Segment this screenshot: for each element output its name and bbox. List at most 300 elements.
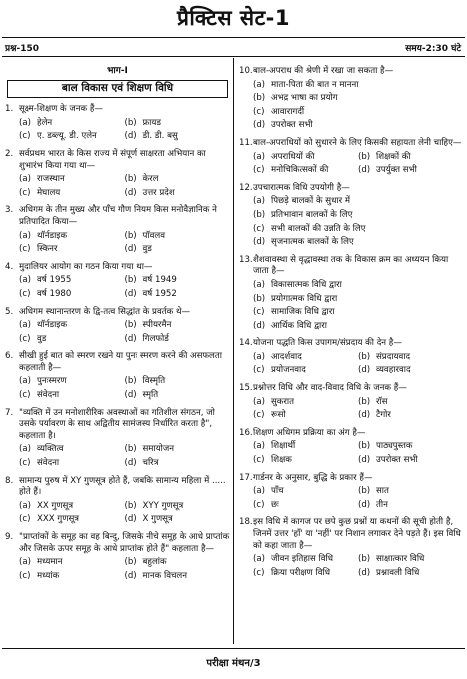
question-number: 5. bbox=[5, 306, 14, 317]
section-part: भाग-I bbox=[107, 66, 128, 76]
answer-option bbox=[125, 501, 231, 513]
page-footer: परीक्षा मंथन/3 bbox=[206, 658, 261, 669]
question-text: सूक्ष्म-शिक्षण के जनक हैं— bbox=[19, 104, 104, 115]
question-block bbox=[5, 408, 230, 470]
option-text: बहुलांक bbox=[142, 557, 167, 568]
question-number: 13. bbox=[239, 254, 253, 265]
question-block bbox=[5, 351, 230, 401]
question bbox=[239, 517, 463, 552]
answer-option bbox=[253, 568, 358, 580]
option-letter: (c) bbox=[19, 390, 31, 401]
question-block bbox=[239, 138, 463, 177]
option-text: पुनःस्मरण bbox=[37, 376, 67, 387]
question-block bbox=[5, 262, 230, 301]
option-text: आवारागर्दी bbox=[271, 106, 305, 117]
options-list bbox=[253, 441, 463, 466]
option-letter: (a) bbox=[253, 554, 265, 565]
option-text: स्मृति bbox=[142, 390, 159, 401]
option-letter: (b) bbox=[358, 554, 371, 565]
answer-option bbox=[358, 486, 463, 498]
question-block bbox=[239, 517, 463, 579]
option-letter: (b) bbox=[358, 351, 371, 362]
question-number: 11. bbox=[239, 137, 253, 148]
question bbox=[239, 383, 463, 395]
question-text: प्रश्नोत्तर विधि और वाद-विवाद विधि के जनक हैं— bbox=[253, 383, 407, 394]
answer-option bbox=[358, 554, 463, 566]
option-letter: (a) bbox=[253, 441, 265, 452]
answer-option bbox=[19, 174, 125, 186]
answer-option bbox=[19, 334, 125, 346]
option-text: मानक विचलन bbox=[142, 570, 188, 581]
option-text: रॉस bbox=[376, 396, 388, 407]
question-number: 1. bbox=[5, 104, 14, 115]
question-block bbox=[5, 307, 230, 346]
answer-option bbox=[19, 231, 125, 243]
option-letter: (d) bbox=[124, 570, 137, 581]
answer-option bbox=[358, 410, 463, 422]
option-text: चरित्र bbox=[142, 458, 159, 469]
option-text: सात bbox=[376, 486, 389, 497]
option-letter: (a) bbox=[19, 275, 31, 286]
option-letter: (c) bbox=[253, 410, 265, 421]
question-text: बाल-अपराधियों को सुधारने के लिए किसकी सहायता लेनी चाहिए— bbox=[253, 137, 462, 148]
question bbox=[239, 338, 463, 350]
answer-option bbox=[19, 514, 125, 526]
answer-option bbox=[19, 376, 125, 388]
option-letter: (d) bbox=[124, 390, 137, 401]
option-letter: (a) bbox=[19, 376, 31, 387]
answer-option bbox=[19, 501, 125, 513]
question bbox=[239, 255, 463, 278]
option-text: टैगोर bbox=[376, 410, 391, 421]
answer-option bbox=[253, 500, 358, 512]
answer-option bbox=[358, 441, 463, 453]
question-block bbox=[5, 476, 230, 526]
option-letter: (a) bbox=[19, 174, 31, 185]
option-letter: (d) bbox=[358, 567, 371, 578]
options-list bbox=[253, 554, 463, 579]
question-number: 10. bbox=[239, 66, 253, 76]
option-letter: (b) bbox=[358, 396, 371, 407]
question-block bbox=[239, 183, 463, 249]
answer-option bbox=[125, 444, 231, 456]
question-number: 3. bbox=[5, 205, 14, 216]
option-text: वुड bbox=[142, 244, 152, 255]
option-text: संप्रदायवाद bbox=[376, 351, 411, 362]
options-list bbox=[253, 280, 463, 332]
option-text: आर्थिक विधि द्वारा bbox=[271, 320, 327, 331]
option-letter: (a) bbox=[253, 279, 265, 290]
question-number: 18. bbox=[239, 517, 253, 528]
option-text: हेलेन bbox=[37, 117, 53, 128]
answer-option bbox=[125, 571, 231, 583]
option-text: प्रतिभावान बालकों के लिए bbox=[271, 209, 353, 220]
answer-option bbox=[19, 289, 125, 301]
option-letter: (b) bbox=[253, 93, 266, 104]
question bbox=[5, 408, 230, 443]
option-text: आदर्शवाद bbox=[271, 351, 302, 362]
option-text: X गुणसूत्र bbox=[142, 514, 173, 525]
option-text: डी. डी. बसु bbox=[142, 131, 178, 142]
question-count: प्रश्न-150 bbox=[5, 44, 40, 54]
options-list bbox=[253, 486, 463, 511]
question-text: सर्वप्रथम भारत के किस राज्य में संपूर्ण साक्षरता अभियान का शुभारंभ किया गया था— bbox=[19, 148, 206, 171]
answer-option bbox=[125, 390, 231, 402]
option-text: प्रश्नावली विधि bbox=[376, 567, 420, 578]
options-list bbox=[19, 320, 230, 345]
question-number: 2. bbox=[5, 148, 14, 159]
answer-option bbox=[125, 376, 231, 388]
option-text: वुड bbox=[37, 333, 47, 344]
answer-option bbox=[253, 165, 358, 177]
option-letter: (b) bbox=[124, 230, 137, 241]
question-number: 4. bbox=[5, 261, 14, 272]
option-text: फ्रायड bbox=[142, 117, 161, 128]
option-letter: (a) bbox=[19, 557, 31, 568]
option-letter: (c) bbox=[19, 570, 31, 581]
question-text: शिक्षण अधिगम प्रक्रिया का अंग है— bbox=[253, 427, 366, 438]
option-letter: (c) bbox=[19, 187, 31, 198]
option-letter: (d) bbox=[358, 365, 371, 376]
options-list bbox=[19, 231, 230, 256]
options-list bbox=[19, 118, 230, 143]
option-text: उपरोक्त सभी bbox=[271, 120, 313, 131]
question-block bbox=[239, 473, 463, 512]
options-list bbox=[253, 352, 463, 377]
option-letter: (a) bbox=[253, 486, 265, 497]
question-number: 12. bbox=[239, 182, 253, 193]
time-limit: समय-2:30 घंटे bbox=[405, 44, 461, 54]
answer-option bbox=[125, 275, 231, 287]
question-number: 14. bbox=[239, 338, 253, 349]
option-letter: (d) bbox=[124, 458, 137, 469]
answer-option bbox=[125, 131, 231, 143]
answer-option bbox=[19, 131, 125, 143]
question bbox=[5, 262, 230, 274]
option-letter: (b) bbox=[124, 174, 137, 185]
question-block bbox=[5, 532, 230, 582]
question bbox=[239, 66, 463, 78]
answer-option bbox=[125, 188, 231, 200]
question-number: 6. bbox=[5, 351, 14, 362]
option-text: विस्मृति bbox=[142, 376, 166, 387]
question-text: शैशवावस्था से वृद्धावस्था तक के विकास क्रम का अध्ययन किया जाता है— bbox=[253, 254, 449, 277]
option-text: सामाजिक विधि द्वारा bbox=[271, 307, 335, 318]
option-letter: (b) bbox=[358, 151, 371, 162]
option-text: व्यवहारवाद bbox=[376, 365, 411, 376]
question-block bbox=[5, 149, 230, 199]
option-letter: (a) bbox=[19, 444, 31, 455]
option-letter: (a) bbox=[253, 79, 265, 90]
answer-option bbox=[125, 244, 231, 256]
option-text: जीवन इतिहास विधि bbox=[271, 554, 334, 565]
option-text: वर्ष 1980 bbox=[37, 288, 72, 299]
question-text: गार्डनर के अनुसार, बुद्धि के प्रकार हैं— bbox=[253, 472, 373, 483]
top-rule bbox=[2, 37, 465, 38]
option-text: समायोजन bbox=[142, 444, 175, 455]
option-text: मेघालय bbox=[37, 187, 61, 198]
question-text: सामान्य पुरुष में XY गुणसूत्र होते हैं, जबकि सामान्य महिला में ..... होते हैं। bbox=[19, 475, 226, 498]
option-letter: (b) bbox=[124, 117, 137, 128]
answer-option bbox=[358, 152, 463, 164]
answer-option bbox=[253, 120, 463, 132]
option-text: उत्तर प्रदेश bbox=[142, 187, 175, 198]
option-letter: (b) bbox=[358, 441, 371, 452]
answer-option bbox=[125, 557, 231, 569]
option-text: उपरोक्त सभी bbox=[376, 455, 418, 466]
question-text: योजना पद्धति किस उपागम/संप्रदाय की देन है— bbox=[253, 338, 402, 349]
options-list bbox=[19, 444, 230, 469]
answer-option bbox=[253, 352, 358, 364]
option-letter: (a) bbox=[19, 320, 31, 331]
answer-option bbox=[358, 352, 463, 364]
option-letter: (a) bbox=[253, 351, 265, 362]
answer-option bbox=[19, 244, 125, 256]
options-list bbox=[19, 501, 230, 526]
answer-option bbox=[358, 455, 463, 467]
option-letter: (d) bbox=[124, 187, 137, 198]
section-heading: बाल विकास एवं शिक्षण विधि bbox=[7, 80, 228, 99]
option-letter: (a) bbox=[253, 196, 265, 207]
question bbox=[5, 307, 230, 319]
question bbox=[5, 476, 230, 499]
option-letter: (a) bbox=[19, 500, 31, 511]
answer-option bbox=[253, 224, 463, 236]
question-text: बाल-अपराध की श्रेणी में रखा जा सकता है— bbox=[253, 66, 394, 76]
question-text: मुदालियर आयोग का गठन किया गया था— bbox=[19, 261, 153, 272]
option-text: गिलफोर्ड bbox=[142, 333, 169, 344]
option-text: रूसो bbox=[271, 410, 286, 421]
question-block bbox=[5, 205, 230, 255]
answer-option bbox=[125, 231, 231, 243]
question-block bbox=[239, 338, 463, 377]
answer-option bbox=[125, 174, 231, 186]
option-letter: (d) bbox=[124, 333, 137, 344]
option-text: शिक्षार्थी bbox=[271, 441, 296, 452]
question bbox=[5, 351, 230, 374]
option-letter: (d) bbox=[253, 320, 266, 331]
option-text: वर्ष 1949 bbox=[142, 275, 177, 286]
option-text: तीन bbox=[376, 499, 388, 510]
options-list bbox=[19, 376, 230, 401]
options-list bbox=[253, 196, 463, 248]
option-letter: (b) bbox=[124, 376, 137, 387]
options-list bbox=[19, 174, 230, 199]
question-number: 8. bbox=[5, 475, 14, 486]
answer-option bbox=[253, 93, 463, 105]
question-text: "प्राप्तांकों के समूह का वह बिन्दु, जिसके नीचे समूह के आधे प्राप्तांक और जिसके ऊपर समूह के आधे प्राप्तांक होते हैं" कहलाता है— bbox=[19, 532, 230, 554]
option-letter: (d) bbox=[124, 288, 137, 299]
question bbox=[5, 149, 230, 172]
answer-option bbox=[19, 320, 125, 332]
option-text: विकासात्मक विधि द्वारा bbox=[271, 279, 342, 290]
question bbox=[5, 205, 230, 228]
option-letter: (b) bbox=[124, 500, 137, 511]
option-text: संवेदना bbox=[37, 390, 60, 401]
bottom-rule bbox=[2, 648, 465, 649]
option-letter: (b) bbox=[253, 209, 266, 220]
answer-option bbox=[358, 500, 463, 512]
option-letter: (d) bbox=[358, 455, 371, 466]
option-letter: (c) bbox=[19, 333, 31, 344]
option-text: वर्ष 1952 bbox=[142, 288, 177, 299]
answer-option bbox=[253, 455, 358, 467]
option-text: केरल bbox=[142, 174, 159, 185]
option-letter: (b) bbox=[124, 320, 137, 331]
option-letter: (b) bbox=[358, 486, 371, 497]
answer-option bbox=[125, 320, 231, 332]
option-text: पाठ्यपुस्तक bbox=[376, 441, 413, 452]
option-letter: (c) bbox=[19, 514, 31, 525]
question-block bbox=[239, 66, 463, 132]
answer-option bbox=[125, 514, 231, 526]
option-text: प्रयोजनवाद bbox=[271, 365, 306, 376]
question bbox=[239, 428, 463, 440]
left-column bbox=[5, 66, 230, 588]
option-text: मध्यमान bbox=[37, 557, 63, 568]
answer-option bbox=[253, 321, 463, 333]
options-list bbox=[253, 80, 463, 132]
option-text: शिक्षकों की bbox=[376, 151, 411, 162]
answer-option bbox=[253, 294, 463, 306]
question-text: सीखी हुई बात को स्मरण रखने या पुनः स्मरण करने की असफलता कहलाती है— bbox=[19, 351, 222, 373]
option-letter: (c) bbox=[19, 288, 31, 299]
answer-option bbox=[253, 210, 463, 222]
question bbox=[239, 183, 463, 195]
answer-option bbox=[253, 280, 463, 292]
option-letter: (c) bbox=[253, 223, 265, 234]
question-number: 15. bbox=[239, 383, 253, 394]
question bbox=[239, 473, 463, 485]
option-text: थॉर्नडाइक bbox=[37, 320, 68, 331]
option-text: व्यक्तित्व bbox=[37, 444, 64, 455]
answer-option bbox=[253, 107, 463, 119]
option-letter: (d) bbox=[124, 131, 137, 142]
question-number: 9. bbox=[5, 532, 14, 542]
option-text: माता-पिता की बात न मानना bbox=[271, 79, 359, 90]
option-letter: (c) bbox=[253, 165, 265, 176]
option-text: राजस्थान bbox=[37, 174, 65, 185]
answer-option bbox=[125, 458, 231, 470]
options-list bbox=[253, 397, 463, 422]
option-text: अभद्र भाषा का प्रयोग bbox=[271, 93, 338, 104]
answer-option bbox=[125, 118, 231, 130]
header-rule bbox=[2, 56, 465, 57]
answer-option bbox=[19, 571, 125, 583]
option-text: छः bbox=[271, 499, 279, 510]
option-text: XX गुणसूत्र bbox=[37, 500, 74, 511]
answer-option bbox=[253, 410, 358, 422]
option-letter: (d) bbox=[358, 499, 371, 510]
option-text: XYY गुणसूत्र bbox=[142, 500, 184, 511]
question-number: 17. bbox=[239, 472, 253, 483]
option-text: स्पीयरमैन bbox=[142, 320, 172, 331]
page-title: प्रैक्टिस सेट-1 bbox=[176, 6, 291, 30]
option-text: स्किनर bbox=[37, 244, 58, 255]
answer-option bbox=[358, 165, 463, 177]
option-text: सृजनात्मक बालकों के लिए bbox=[271, 237, 354, 248]
answer-option bbox=[125, 334, 231, 346]
answer-option bbox=[253, 554, 358, 566]
answer-option bbox=[253, 80, 463, 92]
option-text: उपर्युक्त सभी bbox=[376, 165, 417, 176]
option-letter: (a) bbox=[253, 396, 265, 407]
answer-option bbox=[358, 568, 463, 580]
answer-option bbox=[125, 289, 231, 301]
answer-option bbox=[253, 365, 358, 377]
answer-option bbox=[19, 458, 125, 470]
question-text: अधिगम के तीन मुख्य और पाँच गौण नियम किस मनोवैज्ञानिक ने प्रतिपादित किया— bbox=[19, 205, 217, 227]
option-text: प्रयोगात्मक विधि द्वारा bbox=[271, 293, 338, 304]
option-letter: (b) bbox=[253, 293, 266, 304]
option-letter: (d) bbox=[253, 237, 266, 248]
option-letter: (c) bbox=[253, 307, 265, 318]
question-number: 7. bbox=[5, 407, 14, 418]
option-letter: (c) bbox=[253, 365, 265, 376]
answer-option bbox=[19, 188, 125, 200]
options-list bbox=[19, 557, 230, 582]
answer-option bbox=[253, 196, 463, 208]
option-text: पाँच bbox=[271, 486, 284, 497]
question-text: उपचारात्मक विधि उपयोगी है— bbox=[253, 182, 350, 193]
option-text: सुकरात bbox=[271, 396, 295, 407]
option-letter: (b) bbox=[124, 557, 137, 568]
answer-option bbox=[358, 365, 463, 377]
question-block bbox=[239, 255, 463, 333]
options-list bbox=[253, 152, 463, 177]
question-text: "व्यक्ति में उन मनोशारीरिक अवस्थाओं का गतिशील संगठन, जो उसके पर्यावरण के साथ अद्वितीय सामंजस्य निर्धारित करता है", कहलाता है। bbox=[19, 407, 215, 441]
option-letter: (c) bbox=[253, 499, 265, 510]
answer-option bbox=[253, 441, 358, 453]
option-text: XXX गुणसूत्र bbox=[37, 514, 79, 525]
answer-option bbox=[253, 152, 358, 164]
option-letter: (b) bbox=[124, 275, 137, 286]
option-letter: (c) bbox=[19, 458, 31, 469]
option-text: पिछड़े बालकों के सुधार में bbox=[271, 196, 351, 207]
option-letter: (d) bbox=[253, 120, 266, 131]
question bbox=[5, 532, 230, 555]
options-list bbox=[19, 275, 230, 300]
question bbox=[5, 104, 230, 116]
option-text: सभी बालकों की उन्नति के लिए bbox=[271, 223, 366, 234]
answer-option bbox=[19, 118, 125, 130]
option-letter: (c) bbox=[253, 106, 265, 117]
question-block bbox=[239, 428, 463, 467]
option-text: वर्ष 1955 bbox=[37, 275, 72, 286]
option-text: मनोचिकित्सकों की bbox=[271, 165, 329, 176]
answer-option bbox=[358, 397, 463, 409]
column-divider bbox=[233, 58, 234, 644]
answer-option bbox=[19, 275, 125, 287]
option-text: क्रिया परीक्षण विधि bbox=[271, 567, 331, 578]
option-letter: (c) bbox=[19, 244, 31, 255]
answer-option bbox=[19, 557, 125, 569]
option-letter: (c) bbox=[253, 567, 265, 578]
answer-option bbox=[253, 486, 358, 498]
option-text: संवेदना bbox=[37, 458, 60, 469]
option-text: अपराधियों की bbox=[271, 151, 315, 162]
option-text: साक्षात्कार विधि bbox=[376, 554, 425, 565]
option-letter: (d) bbox=[358, 165, 371, 176]
question-number: 16. bbox=[239, 427, 253, 438]
option-text: शिक्षक bbox=[271, 455, 292, 466]
option-text: मध्यांक bbox=[37, 570, 60, 581]
option-letter: (a) bbox=[19, 117, 31, 128]
answer-option bbox=[19, 390, 125, 402]
answer-option bbox=[253, 307, 463, 319]
option-letter: (d) bbox=[124, 244, 137, 255]
option-letter: (c) bbox=[253, 455, 265, 466]
